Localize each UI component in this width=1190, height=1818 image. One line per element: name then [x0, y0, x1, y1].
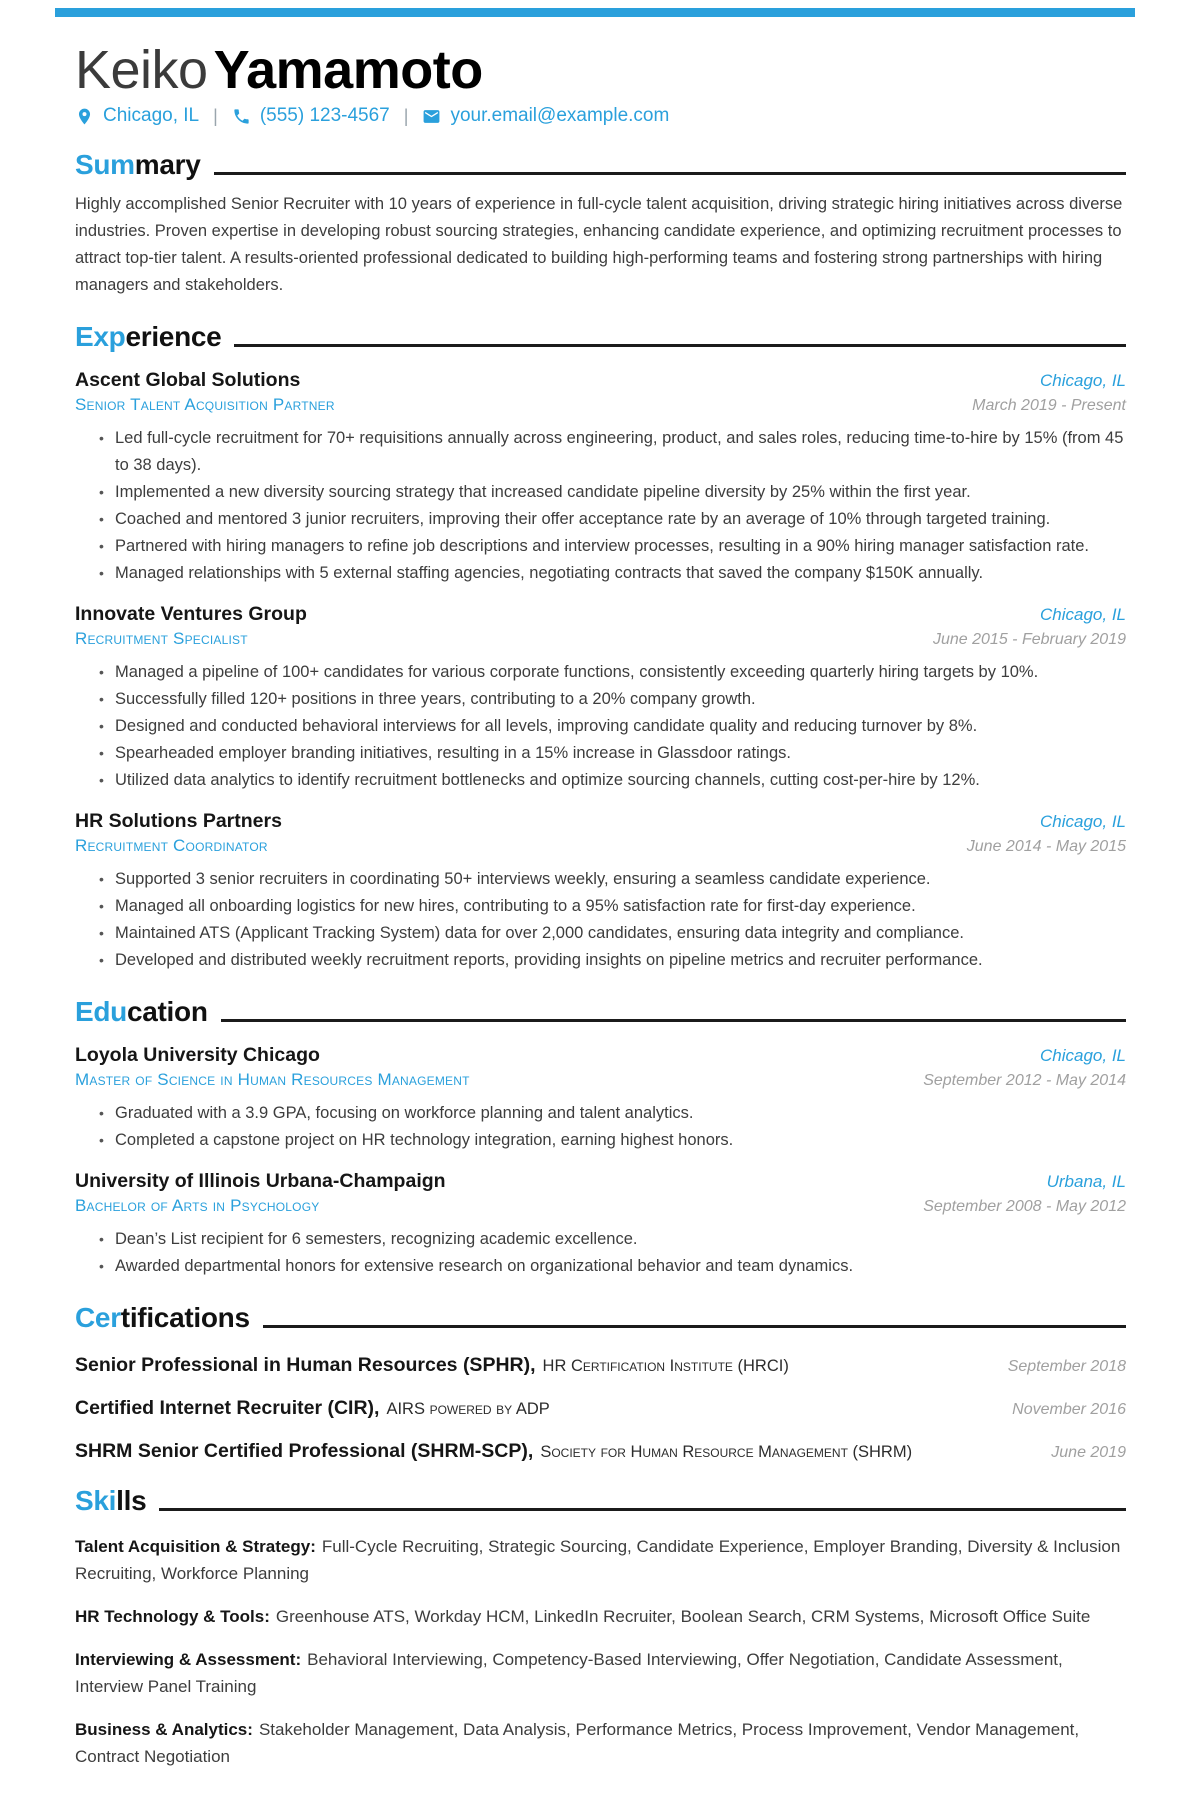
bullet-item: • Completed a capstone project on HR technology integration, earning highest honors. — [99, 1127, 1126, 1154]
heading-accent-text: Sum — [75, 149, 135, 181]
entry-location: Urbana, IL — [1046, 1172, 1126, 1192]
education-heading — [75, 996, 1126, 1028]
contact-row — [75, 105, 1126, 127]
heading-rest-text: tifications — [120, 1302, 250, 1334]
entry-location: Chicago, IL — [1040, 1046, 1126, 1066]
school-name: Loyola University Chicago — [75, 1044, 320, 1067]
skill-group — [75, 1646, 1126, 1700]
section-rule — [263, 1325, 1126, 1329]
section-experience — [75, 321, 1126, 974]
contact-location-item — [75, 105, 199, 127]
certification-name: SHRM Senior Certified Professional (SHRM-SCP) — [75, 1440, 528, 1463]
entry-location: Chicago, IL — [1040, 812, 1126, 832]
first-name: Keiko — [75, 40, 208, 100]
contact-email: your.email@example.com — [450, 105, 670, 127]
certification-separator: , — [374, 1397, 380, 1420]
certification-entry — [75, 1440, 1126, 1463]
experience-heading — [75, 321, 1126, 353]
job-title: Senior Talent Acquisition Partner — [75, 395, 335, 415]
entry-dates: September 2012 - May 2014 — [923, 1072, 1126, 1090]
bullet-list — [75, 1100, 1126, 1154]
bullet-item: • Coached and mentored 3 junior recruiters, improving their offer acceptance rate by an average of 10% through targeted training. — [99, 506, 1126, 533]
certification-entry — [75, 1354, 1126, 1377]
map-pin-icon — [75, 107, 94, 126]
job-title: Recruitment Specialist — [75, 629, 248, 649]
company-name: Innovate Ventures Group — [75, 603, 307, 626]
entry-location: Chicago, IL — [1040, 371, 1126, 391]
skill-group — [75, 1603, 1126, 1630]
skill-group-items: Greenhouse ATS, Workday HCM, LinkedIn Recruiter, Boolean Search, CRM Systems, Microsoft Office Suite — [275, 1607, 1091, 1627]
entry-location: Chicago, IL — [1040, 605, 1126, 625]
certification-name: Certified Internet Recruiter (CIR) — [75, 1397, 375, 1420]
section-rule — [214, 172, 1126, 176]
degree-title: Bachelor of Arts in Psychology — [75, 1196, 320, 1216]
heading-rest-text: mary — [134, 149, 201, 181]
candidate-name — [75, 41, 1126, 99]
experience-entry — [75, 603, 1126, 794]
heading-accent-text: Ski — [75, 1485, 117, 1517]
contact-email-item — [422, 105, 669, 127]
heading-accent-text: Cer — [75, 1302, 121, 1334]
bullet-item: • Utilized data analytics to identify recruitment bottlenecks and optimize sourcing channels, cutting cost-per-hire by 12%. — [99, 767, 1126, 794]
experience-entry — [75, 810, 1126, 974]
heading-accent-text: Exp — [75, 321, 126, 353]
certification-entry — [75, 1397, 1126, 1420]
contact-separator: | — [403, 105, 409, 126]
bullet-item: • Maintained ATS (Applicant Tracking System) data for over 2,000 candidates, ensuring data integrity and compliance. — [99, 920, 1126, 947]
section-summary — [75, 149, 1126, 299]
entry-dates: June 2015 - February 2019 — [932, 631, 1126, 649]
skill-group-items: Behavioral Interviewing, Competency-Based Interviewing, Offer Negotiation, Candidate Assessment, Interview Panel Training — [75, 1650, 1063, 1697]
certification-issuer: HR Certification Institute (HRCI) — [542, 1357, 789, 1376]
certification-issuer: Society for Human Resource Management (SHRM) — [540, 1443, 913, 1462]
certification-separator: , — [530, 1354, 536, 1377]
bullet-item: • Managed relationships with 5 external staffing agencies, negotiating contracts that saved the company $150K annually. — [99, 560, 1126, 587]
experience-entry — [75, 369, 1126, 587]
bullet-item: • Developed and distributed weekly recruitment reports, providing insights on pipeline metrics and recruiter performance. — [99, 947, 1126, 974]
skill-group-label: HR Technology & Tools: — [75, 1607, 270, 1627]
envelope-icon — [422, 107, 441, 126]
job-title: Recruitment Coordinator — [75, 836, 268, 856]
bullet-item: • Graduated with a 3.9 GPA, focusing on workforce planning and talent analytics. — [99, 1100, 1126, 1127]
bullet-item: • Implemented a new diversity sourcing strategy that increased candidate pipeline diversity by 25% within the first year. — [99, 479, 1126, 506]
skill-group — [75, 1533, 1126, 1587]
bullet-list — [75, 425, 1126, 587]
entry-dates: September 2008 - May 2012 — [923, 1198, 1126, 1216]
heading-rest-text: erience — [125, 321, 222, 353]
certification-date: June 2019 — [1051, 1444, 1126, 1462]
school-name: University of Illinois Urbana-Champaign — [75, 1170, 446, 1193]
bullet-item: • Dean’s List recipient for 6 semesters, recognizing academic excellence. — [99, 1226, 1126, 1253]
contact-separator: | — [213, 105, 218, 126]
entry-dates: June 2014 - May 2015 — [966, 838, 1126, 856]
resume-header — [75, 41, 1126, 127]
bullet-item: • Awarded departmental honors for extensive research on organizational behavior and team dynamics. — [99, 1253, 1126, 1280]
section-skills — [75, 1485, 1126, 1770]
resume-page — [0, 41, 1190, 1818]
skill-group-label: Interviewing & Assessment: — [75, 1650, 302, 1670]
section-certifications — [75, 1302, 1126, 1463]
contact-location: Chicago, IL — [103, 105, 200, 127]
skills-heading — [75, 1485, 1126, 1517]
last-name: Yamamoto — [213, 40, 483, 100]
certification-separator: , — [527, 1440, 534, 1463]
bullet-list — [75, 866, 1126, 974]
company-name: HR Solutions Partners — [75, 810, 282, 833]
heading-rest-text: lls — [116, 1485, 147, 1517]
bullet-item: • Designed and conducted behavioral interviews for all levels, improving candidate quality and reducing turnover by 8%. — [99, 713, 1126, 740]
entry-dates: March 2019 - Present — [972, 397, 1126, 415]
section-rule — [159, 1508, 1126, 1512]
certification-date: November 2016 — [1012, 1401, 1126, 1419]
education-entry — [75, 1170, 1126, 1280]
heading-accent-text: Edu — [75, 996, 127, 1028]
bullet-item: • Spearheaded employer branding initiatives, resulting in a 15% increase in Glassdoor ratings. — [99, 740, 1126, 767]
bullet-item: • Successfully filled 120+ positions in three years, contributing to a 20% company growth. — [99, 686, 1126, 713]
bullet-item: • Managed a pipeline of 100+ candidates for various corporate functions, consistently exceeding quarterly hiring targets by 10%. — [99, 659, 1126, 686]
bullet-item: • Supported 3 senior recruiters in coordinating 50+ interviews weekly, ensuring a seamless candidate experience. — [99, 866, 1126, 893]
education-entry — [75, 1044, 1126, 1154]
skill-group-label: Business & Analytics: — [75, 1720, 253, 1740]
company-name: Ascent Global Solutions — [75, 369, 301, 392]
certification-name: Senior Professional in Human Resources (SPHR) — [75, 1354, 531, 1377]
bullet-item: • Partnered with hiring managers to refine job descriptions and interview processes, resulting in a 90% hiring manager satisfaction rate. — [99, 533, 1126, 560]
certification-issuer: AIRS powered by ADP — [386, 1400, 550, 1419]
summary-heading — [75, 149, 1126, 181]
heading-rest-text: cation — [126, 996, 208, 1028]
section-rule — [234, 344, 1126, 348]
contact-phone: (555) 123-4567 — [259, 105, 390, 127]
bullet-list — [75, 1226, 1126, 1280]
section-rule — [221, 1019, 1126, 1023]
skill-group — [75, 1716, 1126, 1770]
skill-group-items: Full-Cycle Recruiting, Strategic Sourcing, Candidate Experience, Employer Branding, Diversity & Inclusion Recruiting, Workforce Planning — [75, 1537, 1121, 1584]
skill-group-items: Stakeholder Management, Data Analysis, Performance Metrics, Process Improvement, Vendor Management, Contract Negotiation — [75, 1720, 1080, 1767]
bullet-item: • Led full-cycle recruitment for 70+ requisitions annually across engineering, product, and sales roles, reducing time-to-hire by 15% (from 45 to 38 days). — [99, 425, 1126, 479]
accent-top-bar — [55, 8, 1135, 17]
bullet-item: • Managed all onboarding logistics for new hires, contributing to a 95% satisfaction rate for first-day experience. — [99, 893, 1126, 920]
skill-group-label: Talent Acquisition & Strategy: — [75, 1537, 316, 1557]
certification-date: September 2018 — [1007, 1358, 1126, 1376]
contact-phone-item — [232, 105, 390, 127]
degree-title: Master of Science in Human Resources Management — [75, 1070, 470, 1090]
phone-icon — [232, 107, 251, 126]
certifications-heading — [75, 1302, 1126, 1334]
summary-text: Highly accomplished Senior Recruiter with 10 years of experience in full-cycle talent acquisition, driving strategic hiring initiatives across diverse industries. Proven expertise in developing robust sourcing strategies, enhancing candidate experience, and optimizing recruitment processes to attract top-tier talent. A results-oriented professional dedicated to building high-performing teams and fostering strong partnerships with hiring managers and stakeholders. — [75, 195, 1123, 295]
section-education — [75, 996, 1126, 1280]
bullet-list — [75, 659, 1126, 794]
